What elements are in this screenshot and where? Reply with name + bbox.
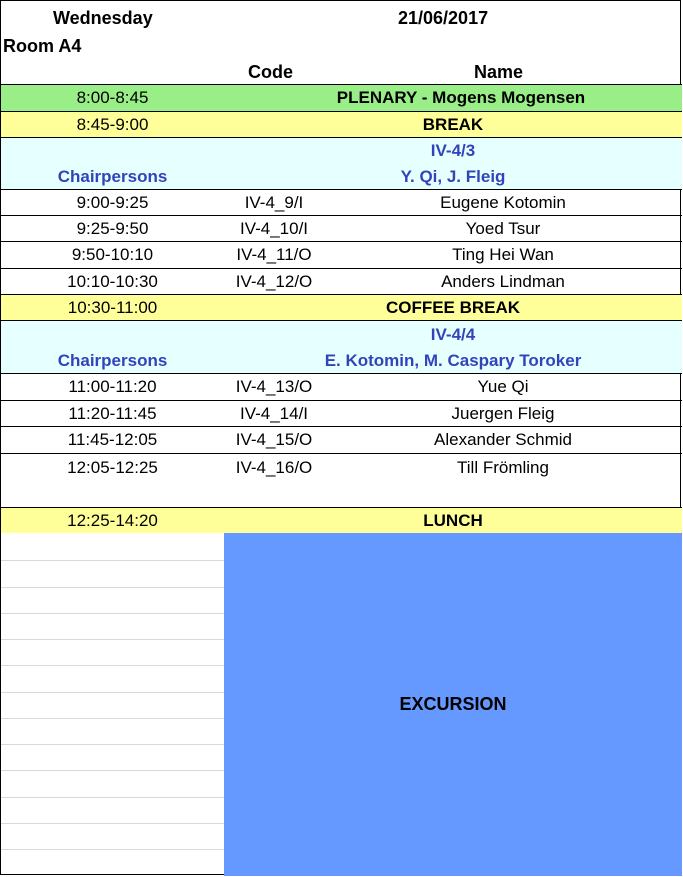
talk-speaker: Yoed Tsur: [465, 218, 541, 238]
break-row: [1, 111, 682, 137]
talk-code: IV-4_11/O: [236, 245, 312, 264]
coffee-time: 10:30-11:00: [67, 297, 158, 317]
grid-line: [1, 770, 224, 771]
session2-chairs: E. Kotomin, M. Caspary Toroker: [324, 351, 582, 370]
table-row: [1, 215, 682, 241]
talk-speaker: Ting Hei Wan: [452, 245, 554, 264]
grid-line: [1, 797, 224, 798]
session1-chair-label: Chairpersons: [57, 167, 168, 186]
talk-speaker: Alexander Schmid: [434, 430, 572, 449]
talk-code: IV-4_14/I: [239, 403, 309, 423]
table-row: [1, 453, 682, 507]
coffee-break-row: [1, 294, 682, 320]
table-row: [1, 373, 682, 400]
talk-code: IV-4_9/I: [244, 192, 304, 212]
grid-line: [1, 613, 224, 614]
plenary-row: [1, 84, 682, 111]
grid-line: [1, 560, 224, 561]
day-label: Wednesday: [53, 8, 153, 28]
session1-code: IV-4/3: [430, 141, 476, 160]
table-row: [1, 426, 682, 453]
grid-line: [1, 587, 224, 588]
talk-speaker: Juergen Fleig: [451, 403, 555, 423]
talk-code: IV-4_16/O: [235, 458, 313, 477]
talk-code: IV-4_12/O: [235, 271, 313, 291]
room-label: Room A4: [3, 36, 82, 56]
talk-speaker: Till Frömling: [457, 458, 549, 477]
session1-chairs: Y. Qi, J. Fleig: [400, 167, 506, 186]
session2-header: [1, 320, 682, 373]
talk-speaker: Yue Qi: [477, 377, 529, 396]
session1-header: [1, 137, 682, 189]
lunch-row: [1, 507, 682, 533]
talk-time: 11:20-11:45: [68, 403, 157, 423]
coffee-title: COFFEE BREAK: [385, 297, 521, 317]
session2-chair-label: Chairpersons: [57, 351, 168, 370]
date-label: 21/06/2017: [398, 8, 489, 28]
plenary-title: PLENARY - Mogens Mogensen: [336, 88, 586, 107]
talk-time: 12:05-12:25: [67, 458, 158, 477]
table-row: [1, 268, 682, 294]
excursion-label: EXCURSION: [399, 694, 507, 714]
talk-time: 9:25-9:50: [76, 218, 149, 238]
talk-time: 11:00-11:20: [68, 377, 157, 396]
grid-line: [1, 692, 224, 693]
grid-line: [1, 639, 224, 640]
grid-line: [1, 823, 224, 824]
grid-line: [1, 744, 224, 745]
table-row: [1, 400, 682, 426]
code-column-header: Code: [248, 62, 293, 82]
session2-code: IV-4/4: [430, 324, 476, 344]
talk-time: 10:10-10:30: [67, 271, 158, 291]
talk-code: IV-4_15/O: [235, 430, 313, 449]
grid-line: [1, 849, 224, 850]
lunch-title: LUNCH: [423, 510, 483, 530]
talk-code: IV-4_10/I: [239, 218, 309, 238]
plenary-time: 8:00-8:45: [76, 88, 149, 107]
talk-time: 9:00-9:25: [76, 192, 149, 212]
table-row: [1, 241, 682, 268]
talk-speaker: Anders Lindman: [441, 271, 565, 291]
break-title: BREAK: [422, 114, 484, 134]
excursion-block: [224, 533, 682, 876]
grid-line: [1, 665, 224, 666]
talk-speaker: Eugene Kotomin: [440, 192, 566, 212]
break-time: 8:45-9:00: [76, 114, 149, 134]
talk-time: 11:45-12:05: [67, 430, 158, 449]
talk-code: IV-4_13/O: [235, 377, 313, 396]
talk-time: 9:50-10:10: [71, 245, 154, 264]
grid-line: [1, 718, 224, 719]
name-column-header: Name: [474, 62, 524, 82]
table-row: [1, 189, 682, 215]
lunch-time: 12:25-14:20: [67, 510, 158, 530]
